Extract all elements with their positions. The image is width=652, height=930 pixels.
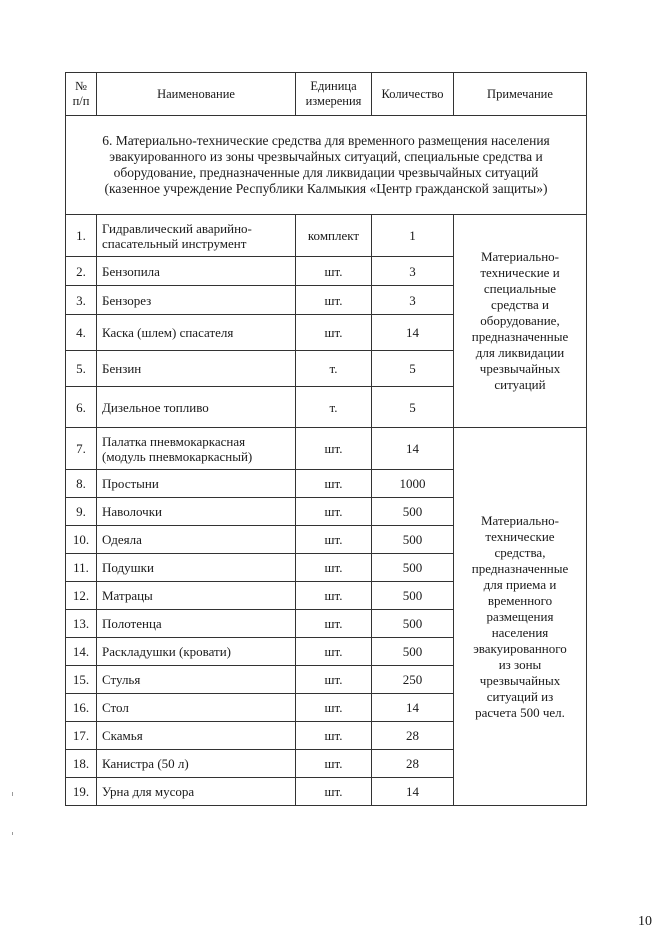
item-unit: т. — [296, 387, 372, 428]
item-name — [97, 498, 296, 526]
row-number: 17. — [66, 722, 97, 750]
item-unit: шт. — [296, 778, 372, 806]
item-quantity: 5 — [372, 387, 454, 428]
header-unit-line: Единица — [310, 79, 357, 93]
header-note: Примечание — [454, 73, 587, 116]
row-number: 4. — [66, 315, 97, 351]
item-quantity: 500 — [372, 498, 454, 526]
item-name-line: Урна для мусора — [102, 784, 195, 799]
item-name-line: Скамья — [102, 728, 143, 743]
row-number: 14. — [66, 638, 97, 666]
row-number: 6. — [66, 387, 97, 428]
item-name — [97, 286, 296, 315]
group-note-line: ситуаций — [494, 377, 546, 392]
group-note-line: эвакуированного — [473, 640, 567, 656]
row-number: 16. — [66, 694, 97, 722]
group-note-line: временного — [487, 592, 553, 608]
group-note-line: предназначенные — [471, 329, 569, 344]
item-name-line: Матрацы — [102, 588, 153, 603]
row-number: 19. — [66, 778, 97, 806]
item-quantity: 14 — [372, 428, 454, 470]
group-note-line: чрезвычайных — [479, 672, 561, 688]
row-number: 18. — [66, 750, 97, 778]
item-quantity: 5 — [372, 351, 454, 387]
row-number: 13. — [66, 610, 97, 638]
item-name — [97, 666, 296, 694]
item-name — [97, 470, 296, 498]
item-name — [97, 722, 296, 750]
item-name-line: Палатка пневмокаркасная — [102, 433, 246, 449]
item-name-line: Одеяла — [102, 532, 142, 547]
table-row — [66, 215, 587, 257]
caption-row — [66, 116, 587, 215]
group-note-line: расчета 500 чел. — [475, 704, 565, 720]
item-unit: шт. — [296, 722, 372, 750]
item-name-line: Каска (шлем) спасателя — [102, 325, 234, 340]
item-quantity: 3 — [372, 286, 454, 315]
item-name-line: Бензопила — [102, 263, 160, 279]
item-name-line: Бензин — [102, 361, 142, 376]
item-unit: шт. — [296, 315, 372, 351]
item-name — [97, 428, 296, 470]
group-note-line: Материально- — [481, 512, 559, 528]
item-quantity: 28 — [372, 722, 454, 750]
item-quantity: 14 — [372, 778, 454, 806]
section-title-line: эвакуированного из зоны чрезвычайных ситуаций, специальные средства и — [109, 149, 543, 164]
item-unit: шт. — [296, 554, 372, 582]
group-note — [454, 428, 587, 806]
row-number: 3. — [66, 286, 97, 315]
item-quantity: 14 — [372, 694, 454, 722]
item-quantity: 1000 — [372, 470, 454, 498]
item-unit: комплект — [296, 215, 372, 257]
group-note-line: чрезвычайных — [479, 361, 561, 376]
group-note-line: ситуаций из — [486, 688, 554, 704]
item-unit: шт. — [296, 610, 372, 638]
item-name-line: Простыни — [102, 476, 159, 491]
row-number: 11. — [66, 554, 97, 582]
item-name — [97, 694, 296, 722]
item-name-line: Бензорез — [102, 292, 152, 308]
item-name — [97, 750, 296, 778]
header-row — [66, 73, 587, 116]
header-num-line: № — [75, 79, 87, 93]
section-title — [66, 116, 587, 215]
item-name — [97, 526, 296, 554]
table-header — [66, 73, 587, 116]
group-note — [454, 215, 587, 428]
item-name-line: спасательный инструмент — [102, 235, 247, 251]
item-quantity: 500 — [372, 638, 454, 666]
item-quantity: 3 — [372, 257, 454, 286]
item-unit: шт. — [296, 638, 372, 666]
item-quantity: 250 — [372, 666, 454, 694]
item-name — [97, 387, 296, 428]
page-number: 10 — [638, 914, 652, 929]
item-unit: шт. — [296, 694, 372, 722]
row-number: 15. — [66, 666, 97, 694]
item-name — [97, 582, 296, 610]
item-name — [97, 257, 296, 286]
header-unit-line: измерения — [305, 94, 362, 108]
row-number: 2. — [66, 257, 97, 286]
row-number: 7. — [66, 428, 97, 470]
header-num — [66, 73, 97, 116]
row-number: 12. — [66, 582, 97, 610]
group-note-line: технические — [485, 528, 555, 544]
group-note-line: Материально- — [481, 249, 559, 264]
item-unit: шт. — [296, 526, 372, 554]
item-name-line: Наволочки — [102, 504, 162, 519]
item-name-line: Гидравлический аварийно- — [102, 220, 252, 236]
item-name-line: Раскладушки (кровати) — [102, 644, 232, 659]
item-quantity: 1 — [372, 215, 454, 257]
item-name-line: (модуль пневмокаркасный) — [102, 448, 253, 464]
row-number: 8. — [66, 470, 97, 498]
group-note-line: для ликвидации — [475, 345, 565, 360]
item-name — [97, 215, 296, 257]
item-unit: шт. — [296, 428, 372, 470]
resources-table — [65, 72, 587, 806]
group-note-line: предназначенные — [471, 560, 569, 576]
row-number: 9. — [66, 498, 97, 526]
item-name-line: Стулья — [102, 672, 141, 687]
item-name — [97, 778, 296, 806]
item-name-line: Стол — [102, 700, 129, 715]
item-unit: шт. — [296, 498, 372, 526]
item-quantity: 28 — [372, 750, 454, 778]
header-num-line: п/п — [72, 94, 90, 108]
item-unit: т. — [296, 351, 372, 387]
item-quantity: 500 — [372, 554, 454, 582]
item-name-line: Дизельное топливо — [102, 399, 209, 415]
item-unit: шт. — [296, 666, 372, 694]
item-quantity: 500 — [372, 610, 454, 638]
item-unit: шт. — [296, 257, 372, 286]
item-unit: шт. — [296, 286, 372, 315]
group-note-line: технические и — [480, 265, 560, 280]
header-unit — [296, 73, 372, 116]
group-note-line: населения — [491, 624, 549, 640]
scan-speck — [12, 832, 13, 835]
row-number: 1. — [66, 215, 97, 257]
item-quantity: 14 — [372, 315, 454, 351]
section-title-line: (казенное учреждение Республики Калмыкия «Центр гражданской защиты») — [104, 181, 548, 196]
item-name — [97, 315, 296, 351]
item-name — [97, 610, 296, 638]
item-unit: шт. — [296, 582, 372, 610]
table-row — [66, 428, 587, 470]
document-sheet — [65, 72, 652, 929]
item-name — [97, 638, 296, 666]
item-name — [97, 554, 296, 582]
group-note-line: из зоны — [498, 656, 542, 672]
row-number: 10. — [66, 526, 97, 554]
group-note-line: оборудование, — [480, 313, 560, 328]
group-note-line: средства, — [494, 544, 546, 560]
group-note-line: специальные — [483, 281, 557, 296]
section-title-line: оборудование, предназначенные для ликвидации чрезвычайных ситуаций — [113, 165, 539, 180]
section-title-line: 6. Материально-технические средства для временного размещения населения — [102, 133, 550, 148]
table-caption-section — [66, 116, 587, 215]
scan-speck — [12, 792, 13, 796]
group-note-line: размещения — [486, 608, 554, 624]
item-quantity: 500 — [372, 526, 454, 554]
item-name-line: Подушки — [102, 560, 154, 575]
item-name — [97, 351, 296, 387]
item-quantity: 500 — [372, 582, 454, 610]
row-number: 5. — [66, 351, 97, 387]
group-note-line: для приема и — [483, 576, 557, 592]
table-body — [66, 215, 587, 806]
item-name-line: Канистра (50 л) — [102, 756, 189, 771]
item-unit: шт. — [296, 470, 372, 498]
header-qty: Количество — [372, 73, 454, 116]
header-name: Наименование — [97, 73, 296, 116]
item-name-line: Полотенца — [102, 616, 162, 631]
item-unit: шт. — [296, 750, 372, 778]
group-note-line: средства и — [491, 297, 549, 312]
